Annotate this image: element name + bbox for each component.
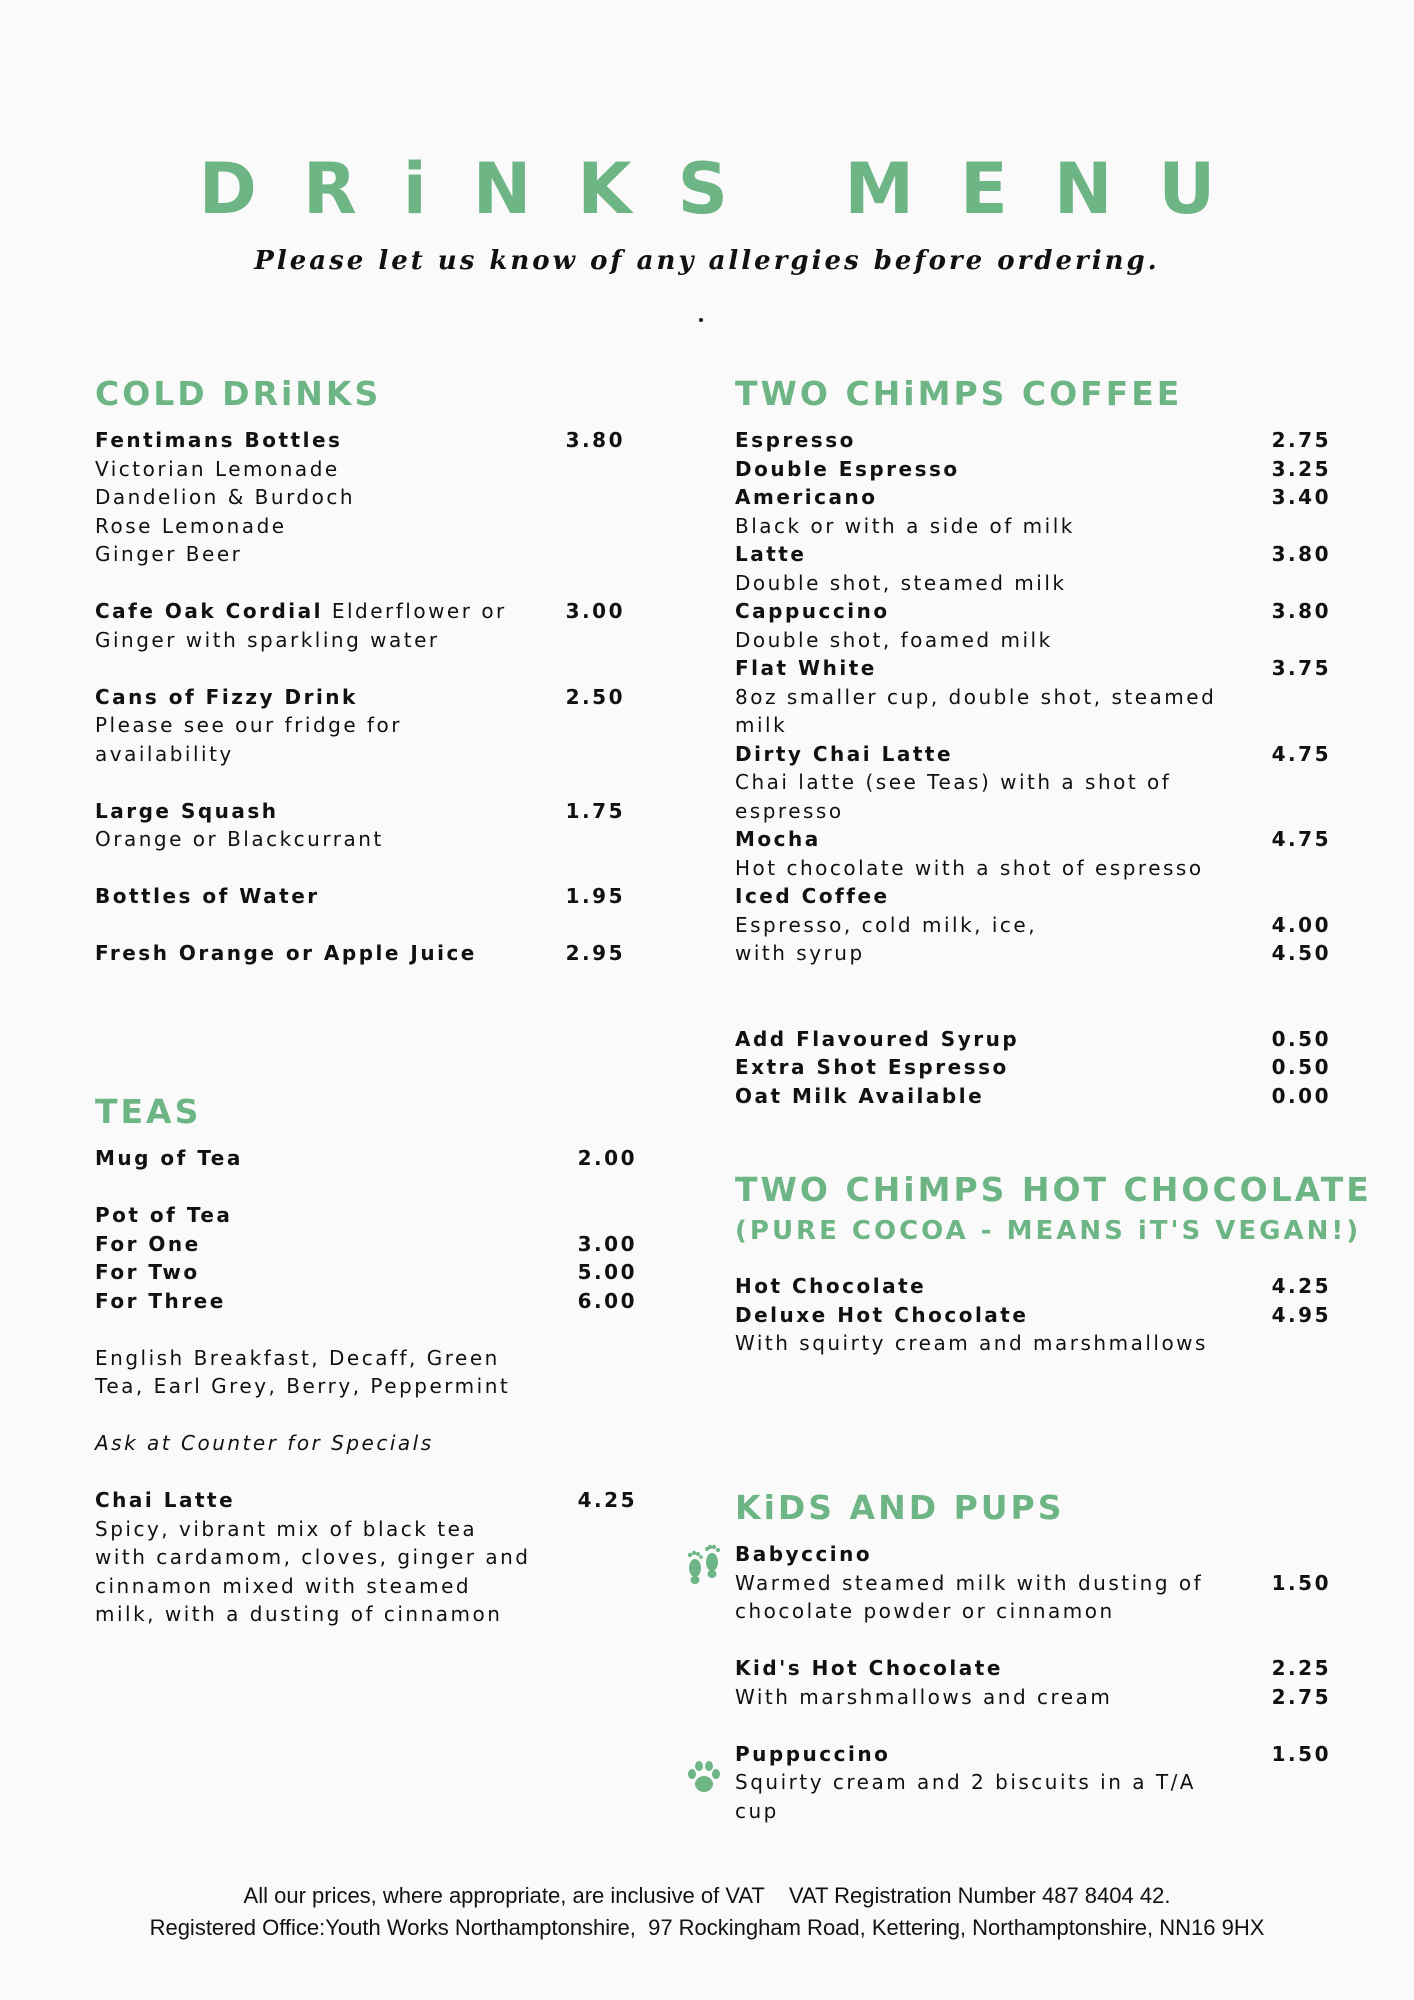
item-price: 1.95 bbox=[565, 884, 625, 908]
menu-item bbox=[95, 939, 625, 968]
section-title: TWO CHiMPS HOT CHOCOLATE bbox=[735, 1170, 1372, 1209]
divider-dot bbox=[699, 318, 703, 322]
item-price: 2.00 bbox=[577, 1146, 637, 1170]
item-name: Kid's Hot Chocolate bbox=[735, 1656, 1003, 1680]
item-price: 0.50 bbox=[1271, 1026, 1331, 1051]
page-title: DRiNKS MENU bbox=[198, 148, 1262, 230]
menu-item bbox=[735, 825, 1331, 854]
menu-item bbox=[735, 654, 1331, 683]
item-name: Double Espresso bbox=[735, 456, 960, 481]
item-price: 1.50 bbox=[1271, 1570, 1331, 1595]
item-name: Iced Coffee bbox=[735, 884, 890, 908]
item-name: Babyccino bbox=[735, 1542, 873, 1566]
item-desc: 8oz smaller cup, double shot, steamed bbox=[735, 684, 1217, 709]
item-price: 4.75 bbox=[1271, 741, 1331, 766]
menu-item bbox=[735, 1654, 1331, 1683]
item-name: Hot Chocolate bbox=[735, 1274, 927, 1298]
item-desc: Espresso, cold milk, ice, bbox=[735, 912, 1038, 937]
coffee-section bbox=[735, 372, 1331, 1110]
item-price: 0.00 bbox=[1271, 1083, 1331, 1108]
menu-item bbox=[735, 483, 1331, 512]
menu-item bbox=[95, 1486, 637, 1515]
item-name: Deluxe Hot Chocolate bbox=[735, 1302, 1029, 1327]
menu-item bbox=[735, 939, 1331, 968]
registered-office: Registered Office:Youth Works Northamptonshire, 97 Rockingham Road, Kettering, Northamptonshire, NN16 9HX bbox=[149, 1915, 1265, 1940]
menu-item bbox=[95, 882, 625, 911]
item-desc: Squirty cream and 2 biscuits in a T/A bbox=[735, 1770, 1196, 1794]
item-price: 3.80 bbox=[1271, 599, 1331, 623]
menu-item bbox=[735, 1272, 1331, 1301]
item-name: Fentimans Bottles bbox=[95, 428, 343, 452]
item-desc: milk bbox=[735, 713, 788, 737]
item-desc: chocolate powder or cinnamon bbox=[735, 1599, 1115, 1623]
menu-item bbox=[95, 1230, 637, 1259]
item-price: 4.25 bbox=[1271, 1274, 1331, 1298]
item-name: Pot of Tea bbox=[95, 1203, 233, 1227]
menu-item bbox=[95, 797, 625, 826]
item-desc: Chai latte (see Teas) with a shot of bbox=[735, 770, 1172, 794]
item-name: Large Squash bbox=[95, 798, 279, 823]
item-desc: Spicy, vibrant mix of black tea bbox=[95, 1516, 478, 1541]
item-price: 2.75 bbox=[1271, 1684, 1331, 1709]
item-desc: Ginger Beer bbox=[95, 542, 243, 566]
menu-item bbox=[95, 426, 625, 455]
item-desc: cup bbox=[735, 1798, 779, 1823]
menu-item bbox=[735, 911, 1331, 940]
item-name: Fresh Orange or Apple Juice bbox=[95, 941, 477, 965]
item-price: 4.95 bbox=[1271, 1302, 1331, 1327]
item-price: 3.25 bbox=[1271, 456, 1331, 481]
item-name: Dirty Chai Latte bbox=[735, 741, 954, 766]
item-desc: cinnamon mixed with steamed bbox=[95, 1573, 472, 1598]
item-name: Add Flavoured Syrup bbox=[735, 1026, 1020, 1051]
menu-item bbox=[735, 1740, 1331, 1769]
item-desc: with syrup bbox=[735, 941, 865, 965]
menu-item bbox=[95, 1258, 637, 1287]
menu-item bbox=[735, 540, 1331, 569]
item-price: 3.00 bbox=[577, 1231, 637, 1256]
item-price: 1.50 bbox=[1271, 1741, 1331, 1766]
menu-item bbox=[95, 1287, 637, 1316]
item-desc: Warmed steamed milk with dusting of bbox=[735, 1570, 1204, 1595]
item-price: 3.00 bbox=[565, 599, 625, 623]
item-price: 3.75 bbox=[1271, 656, 1331, 680]
item-desc: With squirty cream and marshmallows bbox=[735, 1331, 1208, 1355]
menu-item bbox=[735, 740, 1331, 769]
item-desc: Please see our fridge for bbox=[95, 713, 403, 737]
menu-item bbox=[95, 683, 625, 712]
item-desc: availability bbox=[95, 741, 234, 766]
menu-item bbox=[735, 597, 1331, 626]
item-desc: Victorian Lemonade bbox=[95, 456, 340, 481]
section-subtitle: (PURE COCOA - MEANS iT'S VEGAN!) bbox=[735, 1216, 1362, 1246]
menu-item bbox=[735, 426, 1331, 455]
item-desc: Orange or Blackcurrant bbox=[95, 827, 384, 851]
footer bbox=[0, 1880, 1414, 1944]
footprints-icon bbox=[684, 1542, 724, 1592]
item-price: 4.00 bbox=[1271, 912, 1331, 937]
item-name: For Three bbox=[95, 1288, 226, 1313]
item-price: 3.80 bbox=[565, 428, 625, 452]
specials-note: Ask at Counter for Specials bbox=[95, 1431, 434, 1455]
item-desc: Rose Lemonade bbox=[95, 513, 287, 538]
menu-item bbox=[735, 1301, 1331, 1330]
item-desc: Double shot, steamed milk bbox=[735, 570, 1067, 595]
item-price: 2.95 bbox=[565, 941, 625, 965]
item-price: 3.80 bbox=[1271, 542, 1331, 566]
vat-info: All our prices, where appropriate, are inclusive of VAT VAT Registration Number 487 8404 42. bbox=[243, 1883, 1171, 1908]
item-desc: Double shot, foamed milk bbox=[735, 627, 1053, 652]
item-name: Cafe Oak Cordial bbox=[95, 599, 323, 623]
item-desc: milk, with a dusting of cinnamon bbox=[95, 1602, 503, 1626]
item-price: 4.25 bbox=[577, 1488, 637, 1512]
item-desc: espresso bbox=[735, 798, 844, 823]
menu-item bbox=[735, 1025, 1331, 1054]
menu-item bbox=[735, 1569, 1331, 1598]
section-title: KiDS AND PUPS bbox=[735, 1488, 1065, 1527]
teas-section bbox=[95, 1090, 635, 1629]
cold-drinks-section bbox=[95, 372, 635, 968]
item-name: Puppuccino bbox=[735, 1741, 891, 1766]
item-price: 4.50 bbox=[1271, 941, 1331, 965]
menu-item bbox=[735, 1683, 1331, 1712]
item-name: Latte bbox=[735, 542, 807, 566]
kids-section bbox=[735, 1486, 1331, 1825]
tea-varieties: English Breakfast, Decaff, Green bbox=[95, 1345, 500, 1370]
item-price: 1.75 bbox=[565, 798, 625, 823]
section-title: COLD DRiNKS bbox=[95, 374, 382, 413]
item-name: Chai Latte bbox=[95, 1488, 236, 1512]
item-desc: Ginger with sparkling water bbox=[95, 627, 440, 652]
item-name: Cappuccino bbox=[735, 599, 890, 623]
item-name: Flat White bbox=[735, 656, 877, 680]
menu-item bbox=[95, 1144, 637, 1173]
item-name: For Two bbox=[95, 1260, 200, 1284]
item-name: Cans of Fizzy Drink bbox=[95, 684, 358, 709]
allergy-notice: Please let us know of any allergies before ordering. bbox=[254, 246, 1160, 276]
item-price: 3.40 bbox=[1271, 485, 1331, 509]
item-desc: Elderflower or bbox=[322, 599, 507, 623]
item-price: 5.00 bbox=[577, 1260, 637, 1284]
item-price: 4.75 bbox=[1271, 827, 1331, 851]
item-name: Oat Milk Available bbox=[735, 1083, 985, 1108]
item-desc: with cardamom, cloves, ginger and bbox=[95, 1545, 531, 1569]
item-name: Mug of Tea bbox=[95, 1146, 243, 1170]
item-name: For One bbox=[95, 1231, 201, 1256]
item-price: 6.00 bbox=[577, 1288, 637, 1313]
menu-item bbox=[95, 597, 625, 626]
menu-item bbox=[735, 455, 1331, 484]
menu-item bbox=[735, 1053, 1331, 1082]
item-desc: With marshmallows and cream bbox=[735, 1684, 1113, 1709]
item-desc: Hot chocolate with a shot of espresso bbox=[735, 855, 1204, 880]
item-name: Bottles of Water bbox=[95, 884, 320, 908]
item-name: Americano bbox=[735, 485, 878, 509]
section-title: TEAS bbox=[95, 1092, 202, 1131]
menu-item bbox=[735, 1082, 1331, 1111]
item-desc: Dandelion & Burdoch bbox=[95, 485, 356, 509]
hot-chocolate-section bbox=[735, 1168, 1372, 1358]
item-name: Espresso bbox=[735, 428, 856, 452]
section-title: TWO CHiMPS COFFEE bbox=[735, 374, 1183, 413]
item-price: 2.75 bbox=[1271, 428, 1331, 452]
tea-varieties: Tea, Earl Grey, Berry, Peppermint bbox=[95, 1374, 511, 1398]
item-desc: Black or with a side of milk bbox=[735, 513, 1075, 538]
paw-icon bbox=[686, 1760, 722, 1800]
item-price: 0.50 bbox=[1271, 1055, 1331, 1079]
item-name: Extra Shot Espresso bbox=[735, 1055, 1009, 1079]
item-name: Mocha bbox=[735, 827, 821, 851]
item-price: 2.50 bbox=[565, 684, 625, 709]
item-price: 2.25 bbox=[1271, 1656, 1331, 1680]
